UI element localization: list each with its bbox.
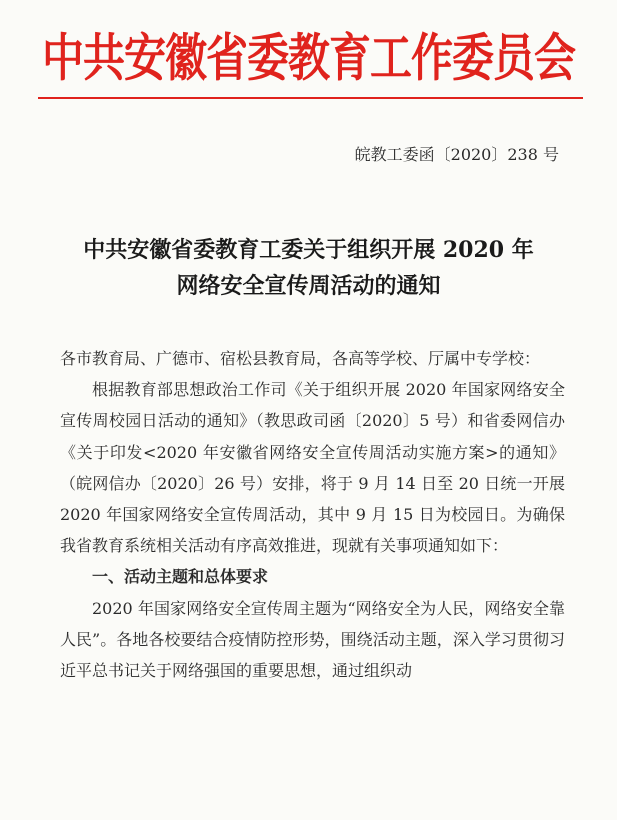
red-divider-line [38, 97, 583, 99]
body-paragraph-1: 根据教育部思想政治工作司《关于组织开展 2020 年国家网络安全宣传周校园日活动的通知》（教思政司函〔2020〕5 号）和省委网信办《关于印发<2020 年安徽省网络安全宣传周活动实施方案>的通知》（皖网信办〔2020〕26 号）安排，将于 9 月 14 日至 20 日统一开展 2020 年国家网络安全宣传周活动，其中 9 月 15 日为校园日。为确保我省教育系统相关活动有序高效推进，现就有关事项通知如下： [60, 380, 565, 556]
document-title [0, 232, 617, 304]
addressees: 各市教育局、广德市、宿松县教育局，各高等学校、厅属中专学校： [60, 349, 541, 368]
body-paragraph-2: 2020 年国家网络安全宣传周主题为“网络安全为人民，网络安全靠人民”。各地各校要结合疫情防控形势，围绕活动主题，深入学习贯彻习近平总书记关于网络强国的重要思想，通过组织动 [60, 598, 565, 681]
document-title-line-2: 网络安全宣传周活动的通知 [176, 273, 441, 299]
document-body [60, 343, 565, 686]
section-heading-1: 一、活动主题和总体要求 [92, 567, 269, 587]
document-number: 皖教工委函〔2020〕238 号 [354, 145, 559, 164]
document-title-line-1: 中共安徽省委教育工委关于组织开展 2020 年 [83, 237, 534, 263]
issuing-organization-header: 中共安徽省委教育工作委员会 [41, 27, 575, 88]
